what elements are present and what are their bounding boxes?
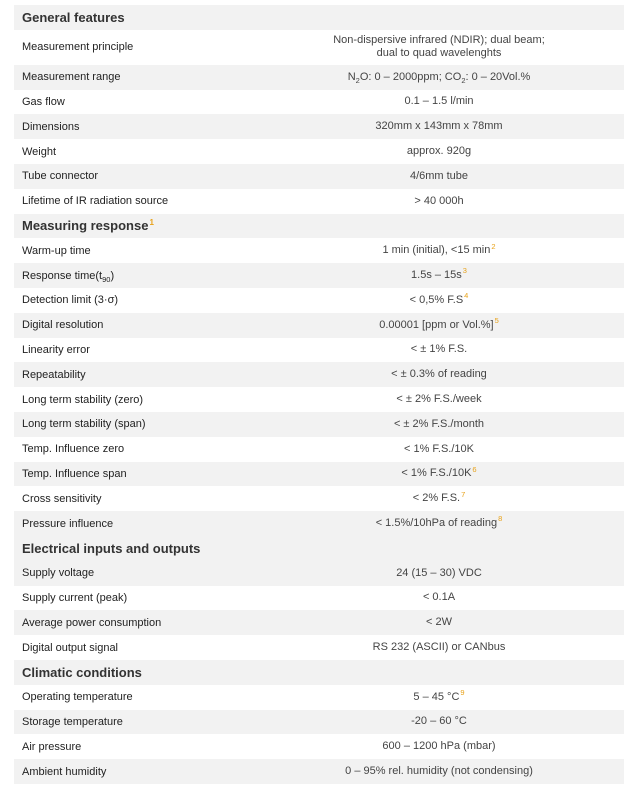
footnote-marker: 4 [464, 291, 469, 301]
footnote-marker: 2 [491, 241, 496, 251]
row-measurement-range [14, 65, 624, 90]
subscript: 90 [102, 274, 111, 284]
row-air-pressure [14, 734, 624, 759]
value-text: 1 min (initial), <15 min [382, 244, 491, 257]
footnote-marker: 9 [460, 687, 465, 697]
footnote-marker: 3 [462, 266, 467, 276]
subscript: 2 [461, 75, 466, 85]
row-operating-temperature [14, 685, 624, 710]
row-value [254, 71, 624, 84]
footnote-marker: 5 [494, 316, 499, 325]
row-gas-flow [14, 90, 624, 115]
row-value: 320mm x 143mm x 78mm [375, 120, 503, 133]
row-label: Repeatability [22, 368, 86, 381]
row-average-power [14, 610, 624, 635]
row-lifetime [14, 189, 624, 214]
row-label: Storage temperature [22, 715, 123, 728]
row-label: Air pressure [22, 740, 82, 753]
row-lts-span [14, 412, 624, 437]
value-text: 5 – 45 °C [413, 690, 460, 703]
footnote-marker: 1 [149, 218, 154, 228]
row-response-time [14, 263, 624, 288]
value-part: O: 0 – 2000ppm; CO [359, 70, 462, 83]
row-temp-influence-zero [14, 437, 624, 462]
row-cross-sensitivity [14, 486, 624, 511]
row-label: Measurement principle [22, 41, 134, 54]
row-tube-connector [14, 164, 624, 189]
row-weight [14, 139, 624, 164]
section-title: Climatic conditions [22, 664, 142, 680]
row-label: Lifetime of IR radiation source [22, 195, 169, 208]
row-value [254, 241, 624, 257]
row-label: Gas flow [22, 95, 65, 108]
footnote-marker: 6 [472, 464, 477, 474]
row-value: 4/6mm tube [409, 169, 469, 182]
row-value: 0 – 95% rel. humidity (not condensing) [345, 765, 533, 777]
value-text: < 1.5%/10hPa of reading [375, 517, 498, 530]
row-value [254, 316, 624, 332]
row-label: Warm-up time [22, 244, 91, 257]
section-measuring-response [14, 214, 624, 239]
row-label: Digital output signal [22, 641, 119, 654]
row-value: 0.1 – 1.5 l/min [404, 95, 474, 108]
row-value: approx. 920g [406, 145, 472, 158]
row-label: Long term stability (span) [22, 418, 146, 431]
row-storage-temperature [14, 710, 624, 735]
row-value: RS 232 (ASCII) or CANbus [372, 641, 506, 654]
row-value [254, 34, 624, 60]
row-repeatability [14, 362, 624, 387]
footnote-marker: 8 [498, 514, 503, 524]
row-value: < ± 0.3% of reading [391, 368, 487, 381]
row-value [254, 514, 624, 530]
value-line-1: Non-dispersive infrared (NDIR); dual beam; [333, 34, 545, 47]
row-value: 600 – 1200 hPa (mbar) [382, 740, 496, 753]
row-value: > 40 000h [414, 194, 464, 207]
value-part: : 0 – 20Vol.% [465, 70, 531, 83]
value-text: 1.5s – 15s [411, 269, 462, 282]
row-label [14, 270, 254, 282]
row-value [254, 489, 624, 505]
row-value [254, 464, 624, 480]
value-text: < 0,5% F.S [409, 293, 464, 306]
value-line-2: dual to quad wavelenghts [376, 47, 502, 60]
row-label: Linearity error [22, 343, 90, 356]
row-value [254, 266, 624, 282]
row-value: < 1% F.S./10K [403, 442, 474, 455]
row-label: Digital resolution [22, 319, 104, 332]
row-pressure-influence [14, 511, 624, 536]
section-title: Electrical inputs and outputs [22, 540, 201, 556]
row-label: Pressure influence [22, 517, 114, 530]
row-value [254, 687, 624, 704]
row-label: Temp. Influence zero [22, 443, 125, 456]
row-value: < 2W [426, 616, 452, 629]
row-label: Average power consumption [22, 616, 162, 629]
row-dimensions [14, 114, 624, 139]
row-detection-limit [14, 288, 624, 313]
row-value: < ± 2% F.S./week [396, 393, 482, 406]
footnote-marker: 7 [461, 489, 466, 499]
value-text: 0.00001 [ppm or Vol.%] [379, 318, 494, 331]
row-digital-output [14, 635, 624, 660]
row-temp-influence-span [14, 462, 624, 487]
row-label: Ambient humidity [22, 765, 107, 778]
row-label: Tube connector [22, 170, 99, 183]
spec-table [14, 5, 624, 784]
row-supply-current [14, 586, 624, 611]
row-warmup-time [14, 238, 624, 263]
row-label: Dimensions [22, 120, 80, 133]
subscript: 2 [355, 75, 360, 85]
row-supply-voltage [14, 561, 624, 586]
row-measurement-principle [14, 30, 624, 65]
row-label: Cross sensitivity [22, 492, 102, 505]
value-text: < 2% F.S. [412, 492, 461, 505]
row-label: Operating temperature [22, 691, 133, 704]
row-value: < ± 2% F.S./month [393, 417, 485, 430]
section-title: General features [22, 9, 125, 25]
row-label: Long term stability (zero) [22, 393, 144, 406]
row-linearity-error [14, 338, 624, 363]
value-text: < 1% F.S./10K [401, 467, 472, 480]
value-part: N [347, 70, 356, 83]
row-label: Measurement range [22, 71, 121, 84]
row-label: Supply current (peak) [22, 591, 128, 604]
section-general-features [14, 5, 624, 30]
section-title-text: Measuring response [22, 218, 149, 234]
section-climatic [14, 660, 624, 685]
row-lts-zero [14, 387, 624, 412]
row-digital-resolution [14, 313, 624, 338]
row-ambient-humidity [14, 759, 624, 784]
label-text: Response time(t [22, 269, 103, 282]
row-label: Weight [22, 145, 57, 158]
row-label: Detection limit (3·σ) [22, 294, 119, 307]
row-value: < 0.1A [422, 591, 456, 604]
row-value [254, 291, 624, 307]
row-label: Supply voltage [22, 567, 95, 580]
row-value: -20 – 60 °C [411, 715, 467, 728]
row-label: Temp. Influence span [22, 467, 127, 480]
section-electrical [14, 536, 624, 561]
label-text: ) [110, 269, 115, 282]
row-value: < ± 1% F.S. [410, 343, 468, 356]
section-title [14, 218, 154, 233]
row-value: 24 (15 – 30) VDC [396, 566, 482, 579]
